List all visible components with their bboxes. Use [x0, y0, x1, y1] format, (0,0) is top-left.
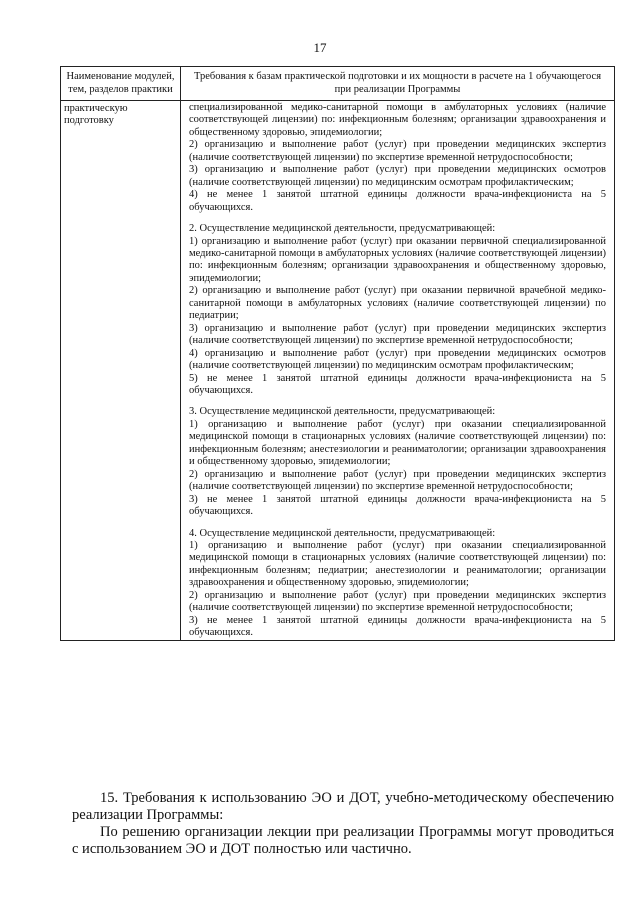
list-item: 4) не менее 1 занятой штатной единицы должности врача-инфекциониста на 5 обучающихся. — [189, 189, 606, 213]
row-label: практическую подготовку — [61, 101, 181, 641]
list-item: 2) организацию и выполнение работ (услуг) при оказании первичной врачебной медико-санитарной помощи в амбулаторных условиях (наличие соответствующей лицензии) по педиатрии; — [189, 285, 606, 322]
table-row — [61, 101, 615, 641]
requirements-section-3 — [189, 406, 606, 518]
requirements-section-2 — [189, 223, 606, 397]
requirements-section-1 — [189, 102, 606, 214]
closing-text — [72, 790, 614, 858]
list-item: специализированной медико-санитарной помощи в амбулаторных условиях (наличие соответствующей лицензии) по: инфекционным болезням; организации здравоохранения и общественному здоровью, эпидемиологии; — [189, 102, 606, 138]
list-item: 2) организацию и выполнение работ (услуг) при проведении медицинских экспертиз (наличие соответствующей лицензии) по экспертизе временной нетрудоспособности; — [189, 468, 606, 493]
list-item: 3) не менее 1 занятой штатной единицы должности врача-инфекциониста на 5 обучающихся. — [189, 493, 606, 518]
section-heading: 2. Осуществление медицинской деятельности, предусматривающей: — [189, 223, 496, 235]
paragraph-requirements-heading: 15. Требования к использованию ЭО и ДОТ, учебно-методическому обеспечению реализации Программы: — [72, 790, 614, 823]
table-header-row — [61, 67, 615, 101]
paragraph-lectures: По решению организации лекции при реализации Программы могут проводиться с использованием ЭО и ДОТ полностью или частично. — [72, 824, 614, 857]
list-item: 2) организацию и выполнение работ (услуг) при проведении медицинских экспертиз (наличие соответствующей лицензии) по экспертизе временной нетрудоспособности; — [189, 139, 606, 163]
list-item: 3) организацию и выполнение работ (услуг) при проведении медицинских осмотров (наличие соответствующей лицензии) по медицинским осмотрам профилактическим; — [189, 164, 606, 188]
section-heading: 4. Осуществление медицинской деятельности, предусматривающей: — [189, 527, 496, 539]
header-modules: Наименование модулей, тем, разделов практики — [61, 67, 181, 101]
requirements-section-4 — [189, 528, 606, 640]
header-requirements: Требования к базам практической подготовки и их мощности в расчете на 1 обучающегося при реализации Программы — [181, 67, 615, 101]
section-heading: 3. Осуществление медицинской деятельности, предусматривающей: — [189, 406, 496, 418]
list-item: 1) организацию и выполнение работ (услуг) при оказании специализированной медицинской помощи в стационарных условиях (наличие соответствующей лицензии) по: инфекционным болезням; педиатрии; анестезиологии и реаниматологии; организации здравоохранения и общественному здоровью, эпидемиологии; — [189, 539, 606, 589]
list-item: 3) организацию и выполнение работ (услуг) при проведении медицинских экспертиз (наличие соответствующей лицензии) по экспертизе временной нетрудоспособности; — [189, 322, 606, 347]
list-item: 2) организацию и выполнение работ (услуг) при проведении медицинских экспертиз (наличие соответствующей лицензии) по экспертизе временной нетрудоспособности; — [189, 589, 606, 614]
list-item: 4) организацию и выполнение работ (услуг) при проведении медицинских осмотров (наличие соответствующей лицензии) по медицинским осмотрам профилактическим; — [189, 347, 606, 372]
list-item: 5) не менее 1 занятой штатной единицы должности врача-инфекциониста на 5 обучающихся. — [189, 372, 606, 396]
list-item: 1) организацию и выполнение работ (услуг) при оказании первичной специализированной медико-санитарной помощи в амбулаторных условиях (наличие соответствующей лицензии) по: инфекционным болезням; организации здравоохранения и общественному здоровью, эпидемиологии; — [189, 235, 606, 284]
list-item: 3) не менее 1 занятой штатной единицы должности врача-инфекциониста на 5 обучающихся. — [189, 614, 606, 639]
page-number: 17 — [313, 40, 327, 55]
list-item: 1) организацию и выполнение работ (услуг) при оказании специализированной медицинской помощи в стационарных условиях (наличие соответствующей лицензии) по: инфекционным болезням; анестезиологии и реаниматологии; организации здравоохранения и общественному здоровью, эпидемиологии; — [189, 418, 606, 468]
requirements-cell — [181, 101, 615, 641]
requirements-table — [60, 66, 615, 641]
